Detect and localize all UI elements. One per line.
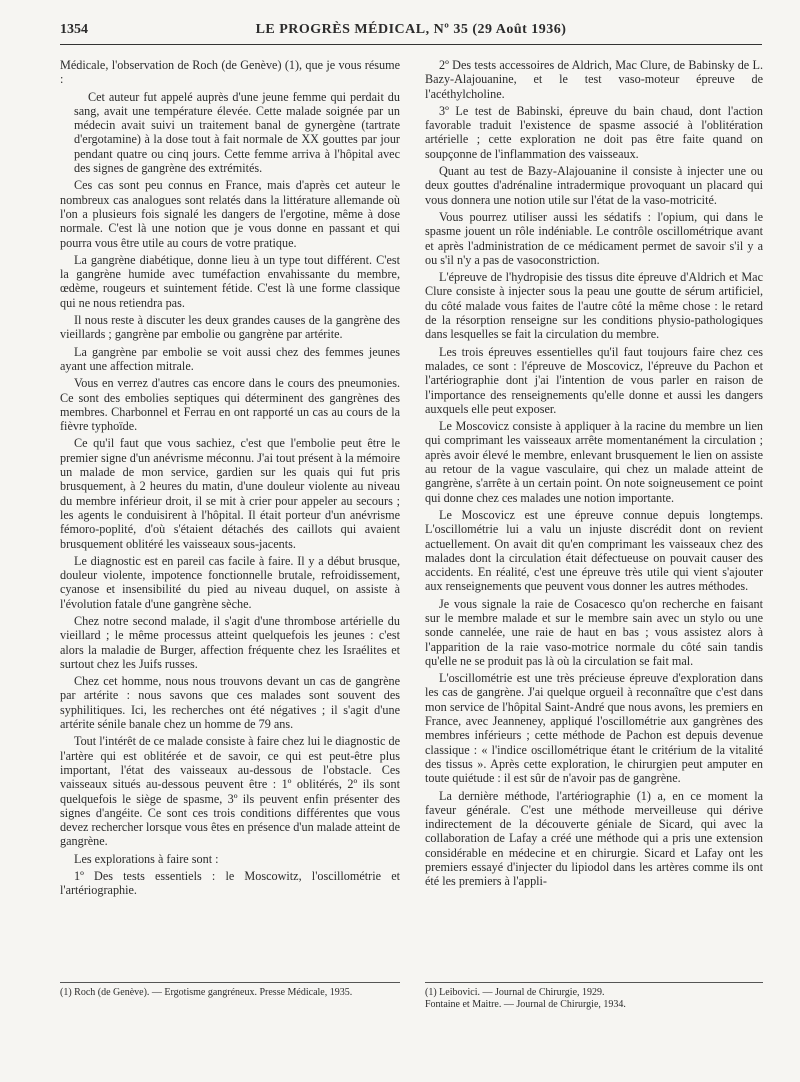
paragraph: Le Moscovicz consiste à appliquer à la racine du membre un lien qui comprimant les vaisseaux arrête momentanément la circulation ; après avoir élevé le membre, enlevant brusquement le lien on assiste au retour de la vague vasculaire, qui chez un malade atteint de gangrène, s'arrête à un certain point. On note soigneusement ce point qui donne chez ces malades une notion importante. [425, 419, 763, 505]
paragraph: Ce qu'il faut que vous sachiez, c'est que l'embolie peut être le premier signe d'un anévrisme méconnu. J'ai tout présent à la mémoire un malade de mon service, gardien sur les quais qui fut pris brusquement, à 2 heures du matin, d'une douleur violente au niveau du membre inférieur droit, il se mit à crier pour appeler au secours ; les agents le conduisirent à l'hôpital. Il était porteur d'un anévrisme fémoro-poplité, d'où s'étaient détachés des caillots qui avaient brusquement oblitéré les vaisseaux sous-jacents. [60, 436, 400, 551]
footnote: Fontaine et Maitre. — Journal de Chirurgie, 1934. [425, 999, 626, 1010]
footnote-rule [425, 982, 763, 983]
paragraph: Quant au test de Bazy-Alajouanine il consiste à injecter une ou deux gouttes d'adrénaline intradermique provoquant un placard qui vous donnera une notion utile sur l'état de la vaso-motricité. [425, 164, 763, 207]
footnotes-right [425, 987, 763, 1011]
left-column [60, 58, 400, 901]
paragraph: La dernière méthode, l'artériographie (1) a, en ce moment la faveur générale. C'est une méthode merveilleuse qui dérive indirectement de la découverte géniale de Sicard, qui avec la collaboration de Lafay a créé une méthode qui a pris une extension considérable en médecine et en chirurgie. Sicard et Lafay ont les premiers essayé d'injecter du lipiodol dans les artères comme ils ont été les premiers à l'appli- [425, 788, 763, 889]
journal-title: LE PROGRÈS MÉDICAL, Nº 35 (29 Août 1936) [255, 22, 567, 37]
paragraph: Chez cet homme, nous nous trouvons devant un cas de gangrène par artérite : nous savons que ces malades sont souvent des syphilitiques. Ici, les recherches ont été négatives ; il s'agit d'une artérite sénile banale chez un homme de 79 ans. [60, 674, 400, 732]
footnote: (1) Leibovici. — Journal de Chirurgie, 1929. [425, 987, 605, 998]
footnote-rule [60, 982, 400, 983]
paragraph: Je vous signale la raie de Cosacesco qu'on recherche en faisant sur le membre malade et sur le membre sain avec un stylo ou une sonde cannelée, une raie de haut en bas ; vous assistez alors à l'apparition de la raie vaso-motrice normale du côté sain tandis qu'elle ne se produit pas là où la circulation se fait mal. [425, 596, 763, 668]
paragraph: Les explorations à faire sont : [74, 851, 219, 866]
paragraph: Il nous reste à discuter les deux grandes causes de la gangrène des vieillards ; gangrène par embolie ou gangrène par artérite. [60, 313, 400, 342]
page-number: 1354 [60, 22, 88, 37]
paragraph: Les trois épreuves essentielles qu'il faut toujours faire chez ces malades, ce sont : l'épreuve de Moscovicz, l'épreuve du Pachon et l'artériographie dont j'ai l'intention de vous parler en raison de l'importance des renseignements qu'elle donne et aussi les dangers auxquels elle peut exposer. [425, 344, 763, 416]
paragraph: 2º Des tests accessoires de Aldrich, Mac Clure, de Babinsky de L. Bazy-Alajouanine, et le test vaso-moteur épreuve de l'acéthylcholine. [425, 58, 763, 101]
paragraph: L'épreuve de l'hydropisie des tissus dite épreuve d'Aldrich et Mac Clure consiste à injecter sous la peau une goutte de sérum artificiel, du côté malade vous faites de l'autre côté la même chose : le retard de la résorption renseigne sur les conditions physio-pathologiques dans lesquelles se fait la circulation du membre. [425, 270, 763, 342]
paragraph: La gangrène diabétique, donne lieu à un type tout différent. C'est la gangrène humide avec tuméfaction envahissante du membre, œdème, rougeurs et suintement fétide. C'est là une forme classique qui ne nous retiendra pas. [60, 252, 400, 310]
paragraph: L'oscillométrie est une très précieuse épreuve d'exploration dans les cas de gangrène. J'ai quelque orgueil à reconnaître que c'est dans mon service de l'hôpital Saint-André que nous avons, les premiers en France, avec Jeanneney, appliqué l'oscillométrie aux gangrènes des membres inférieurs ; cette méthode de Pachon est depuis devenue classique : « l'indice oscillométrique étant le critérium de la vitalité des tissus ». Après cette exploration, le chirurgien peut amputer en toute quiétude : il est sûr de n'avoir pas de gangrène. [425, 671, 763, 786]
footnotes-left [60, 987, 400, 999]
paragraph: Vous en verrez d'autres cas encore dans le cours des pneumonies. Ce sont des embolies septiques qui déterminent des gangrènes des membres. Charbonnel et Ferrau en ont rapporté un cas au cours de la fièvre typhoïde. [60, 376, 400, 434]
paragraph: Chez notre second malade, il s'agit d'une thrombose artérielle du vieillard ; le même processus atteint quelquefois les jeunes : c'est alors la maladie de Burger, affection fréquente chez les Israélites et surtout chez les Juifs russes. [60, 613, 400, 671]
right-column [425, 58, 763, 892]
paragraph: La gangrène par embolie se voit aussi chez des femmes jeunes ayant une affection mitrale. [60, 344, 400, 373]
paragraph: Ces cas sont peu connus en France, mais d'après cet auteur le nombreux cas analogues sont relatés dans la littérature allemande où l'on a plusieurs fois signalé les dangers de l'ergotine, même à dose normale. C'est là une notion que je vous donne en passant et qui pourra vous être utile au cours de votre pratique. [60, 178, 400, 250]
paragraph: Médicale, l'observation de Roch (de Genève) (1), que je vous résume : [60, 58, 400, 87]
paragraph: 3º Le test de Babinski, épreuve du bain chaud, dont l'action favorable traduit l'existence de spasme associé à l'oblitération artérielle ; cette exploration ne doit pas être faite quand on soupçonne de l'inflammation des vaisseaux. [425, 103, 763, 161]
paragraph: Le Moscovicz est une épreuve connue depuis longtemps. L'oscillométrie lui a valu un injuste discrédit dont on revient actuellement. On avait dit qu'en comprimant les vaisseaux chez des malades dont la circulation était défectueuse on pouvait causer des accidents. En réalité, c'est une épreuve très utile qui vient s'ajouter aux renseignements que peuvent vous donner les autres méthodes. [425, 507, 763, 594]
footnote: (1) Roch (de Genève). — Ergotisme gangréneux. Presse Médicale, 1935. [60, 987, 353, 998]
running-header [60, 22, 762, 46]
paragraph: Tout l'intérêt de ce malade consiste à faire chez lui le diagnostic de l'artère qui est oblitérée et de savoir, ce qui est peut-être plus important, l'état des vaisseaux au-dessous de l'obstacle. Ces vaisseaux situés au-dessous peuvent être : 1º oblitérés, 2º ils sont quelquefois le siège de spasme, 3º ils peuvent enfin présenter des signes d'angéite. Ce sont ces trois conditions différentes que vous devez rechercher lorsque vous êtes en présence d'un malade atteint de gangrène. [60, 734, 400, 849]
paragraph: 1º Des tests essentiels : le Moscowitz, l'oscillométrie et l'artériographie. [60, 869, 400, 898]
paragraph: Cet auteur fut appelé auprès d'une jeune femme qui perdait du sang, avait une température élevée. Cette malade soignée par un médecin avait suivi un traitement banal de gynergène (tartrate d'ergotamine) à la dose tout à fait normale de XX gouttes par jour pendant quatre ou cinq jours. Cette femme arriva à l'hôpital avec des signes de gangrène des extrémités. [74, 89, 400, 176]
paragraph: Vous pourrez utiliser aussi les sédatifs : l'opium, qui dans le spasme jouent un rôle indéniable. Le contrôle oscillométrique avant et après l'administration de ce médicament permet de savoir s'il y a ou s'il n'y a pas de vasoconstriction. [425, 209, 763, 267]
header-rule [60, 44, 762, 45]
paragraph: Le diagnostic est en pareil cas facile à faire. Il y a début brusque, douleur violente, impotence fonctionnelle brutale, refroidissement, cyanose et insensibilité du pied au niveau duquel, on assiste à l'évolution fatale d'une gangrène sèche. [60, 553, 400, 611]
